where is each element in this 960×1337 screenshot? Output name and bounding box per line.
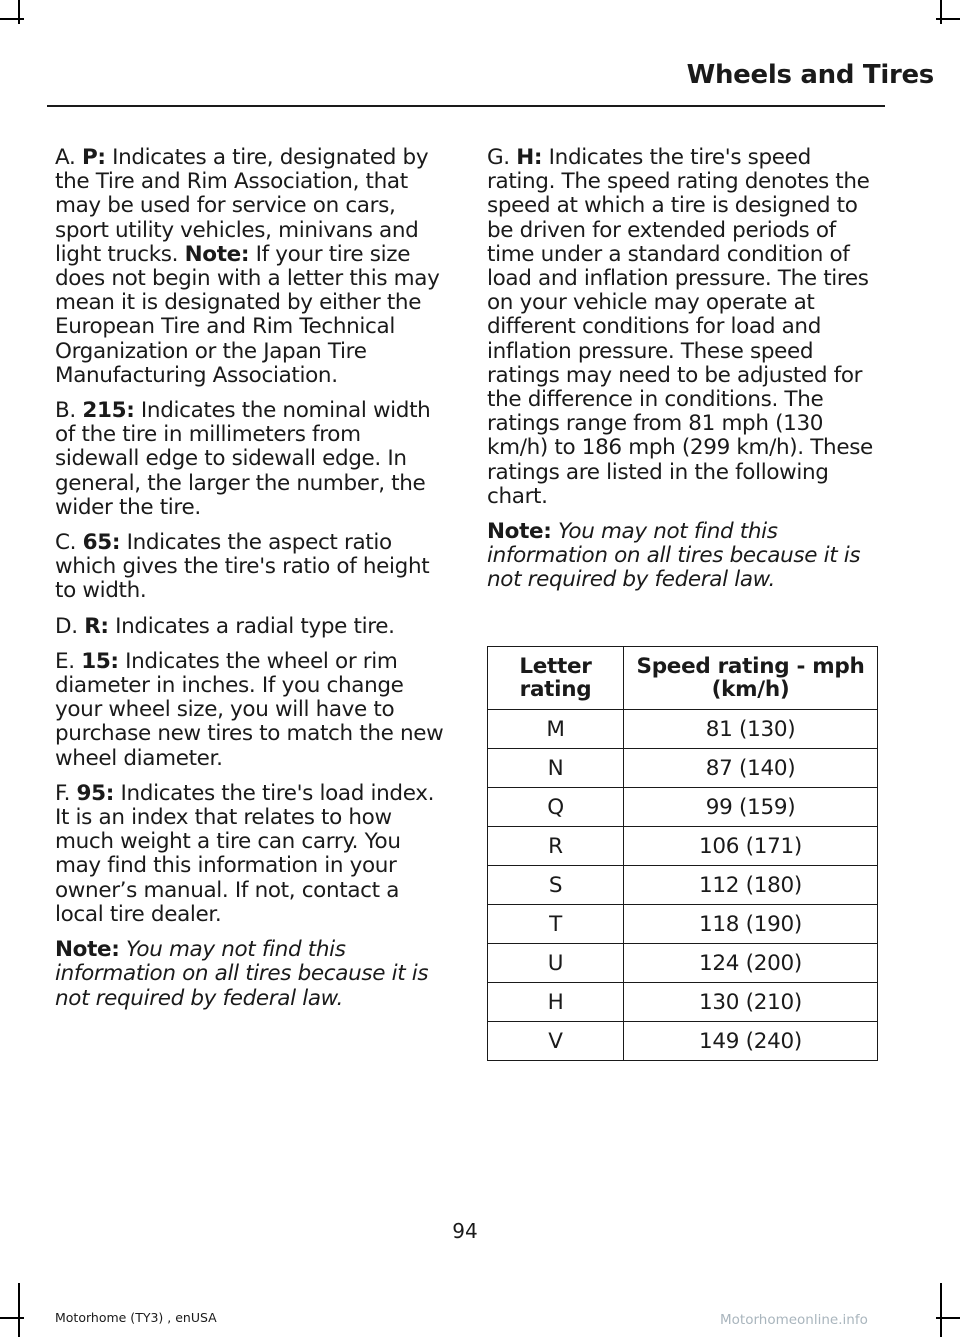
- item-c: [55, 531, 450, 604]
- item-text: Indicates a tire, designated by the Tire and Rim Association, that may be used for service on cars, sport utility vehicles, minivans and light trucks.: [55, 145, 429, 267]
- table-row: [488, 1022, 878, 1061]
- document-id: Motorhome (TY3) , enUSA: [55, 1310, 217, 1325]
- letter-cell: R: [488, 827, 624, 866]
- item-prefix: D.: [55, 613, 85, 639]
- note-text: You may not find this information on all tires because it is not required by federal law.: [55, 937, 429, 1011]
- item-text: Indicates the aspect ratio which gives the tire's ratio of height to width.: [55, 530, 430, 604]
- letter-cell: Q: [488, 788, 624, 827]
- table-row: [488, 710, 878, 749]
- speed-cell: 81 (130): [624, 710, 878, 749]
- table-row: [488, 827, 878, 866]
- table-row: [488, 944, 878, 983]
- item-text: Indicates a radial type tire.: [108, 613, 395, 639]
- speed-rating-table: [487, 646, 878, 1061]
- item-prefix: E.: [55, 648, 82, 674]
- crop-mark: [18, 0, 20, 24]
- table-row: [488, 749, 878, 788]
- table-row: [488, 866, 878, 905]
- note: [55, 938, 450, 1011]
- item-prefix: C.: [55, 530, 83, 556]
- item-text: Indicates the tire's speed rating. The speed rating denotes the speed at which a tire is designed to be driven for extended periods of time under a standard condition of load and inflation pressure. The tires on your vehicle may operate at different conditions for load and inflation pressure. These speed ratings may need to be adjusted for the difference in conditions. The ratings range from 81 mph (130 km/h) to 186 mph (299 km/h). These ratings are listed in the following chart.: [487, 145, 873, 509]
- item-a: [55, 146, 450, 388]
- page-number: 94: [452, 1219, 478, 1243]
- item-code: 65:: [82, 530, 121, 556]
- item-code: H:: [516, 145, 543, 170]
- table-row: [488, 788, 878, 827]
- item-e: [55, 650, 450, 771]
- item-b: [55, 399, 450, 520]
- left-column: [55, 146, 450, 1022]
- speed-cell: 124 (200): [624, 944, 878, 983]
- speed-cell: 87 (140): [624, 749, 878, 788]
- crop-mark: [936, 18, 960, 20]
- right-column: [487, 146, 882, 604]
- item-code: P:: [81, 145, 106, 170]
- item-text: Indicates the tire's load index. It is an index that relates to how much weight a tire can carry. You may find this information in your owner’s manual. If not, contact a local tire dealer.: [55, 780, 435, 927]
- crop-mark: [0, 1317, 24, 1319]
- note: [487, 520, 882, 593]
- letter-cell: S: [488, 866, 624, 905]
- crop-mark: [18, 1283, 20, 1337]
- crop-mark: [940, 0, 942, 24]
- table-row: [488, 905, 878, 944]
- item-prefix: A.: [55, 145, 82, 170]
- item-f: [55, 782, 450, 927]
- column-header-letter: Letter rating: [488, 647, 624, 710]
- speed-cell: 112 (180): [624, 866, 878, 905]
- item-text: Indicates the wheel or rim diameter in inches. If you change your wheel size, you will have to purchase new tires to match the new wheel diameter.: [55, 648, 444, 771]
- letter-cell: T: [488, 905, 624, 944]
- watermark[interactable]: Motorhomeonline.info: [720, 1312, 868, 1328]
- table-row: [488, 983, 878, 1022]
- header-divider: [47, 105, 885, 107]
- item-prefix: F.: [55, 780, 77, 806]
- note-label: Note:: [184, 241, 250, 267]
- letter-cell: U: [488, 944, 624, 983]
- note-label: Note:: [487, 519, 552, 545]
- crop-mark: [0, 18, 24, 20]
- speed-cell: 99 (159): [624, 788, 878, 827]
- letter-cell: M: [488, 710, 624, 749]
- item-code: 15:: [81, 648, 119, 674]
- item-d: [55, 615, 450, 639]
- letter-cell: H: [488, 983, 624, 1022]
- column-header-speed: Speed rating - mph (km/h): [624, 647, 878, 710]
- item-prefix: G.: [487, 145, 517, 170]
- item-code: 215:: [82, 398, 135, 424]
- crop-mark: [940, 1283, 942, 1337]
- item-code: R:: [84, 613, 109, 639]
- item-prefix: B.: [55, 398, 83, 424]
- item-text: Indicates the nominal width of the tire in millimeters from sidewall edge to sidewall edge. In general, the larger the number, the wider the tire.: [55, 398, 431, 520]
- speed-cell: 130 (210): [624, 983, 878, 1022]
- item-code: 95:: [76, 780, 115, 806]
- table-header-row: [488, 647, 878, 710]
- note-label: Note:: [55, 937, 120, 963]
- page-title: Wheels and Tires: [686, 60, 934, 90]
- letter-cell: V: [488, 1022, 624, 1061]
- speed-cell: 118 (190): [624, 905, 878, 944]
- note-text: If your tire size does not begin with a letter this may mean it is designated by either the European Tire and Rim Technical Organization or the Japan Tire Manufacturing Association.: [55, 241, 440, 388]
- crop-mark: [936, 1317, 960, 1319]
- item-g: [487, 146, 882, 509]
- letter-cell: N: [488, 749, 624, 788]
- speed-cell: 106 (171): [624, 827, 878, 866]
- speed-cell: 149 (240): [624, 1022, 878, 1061]
- note-text: You may not find this information on all tires because it is not required by federal law.: [487, 519, 861, 593]
